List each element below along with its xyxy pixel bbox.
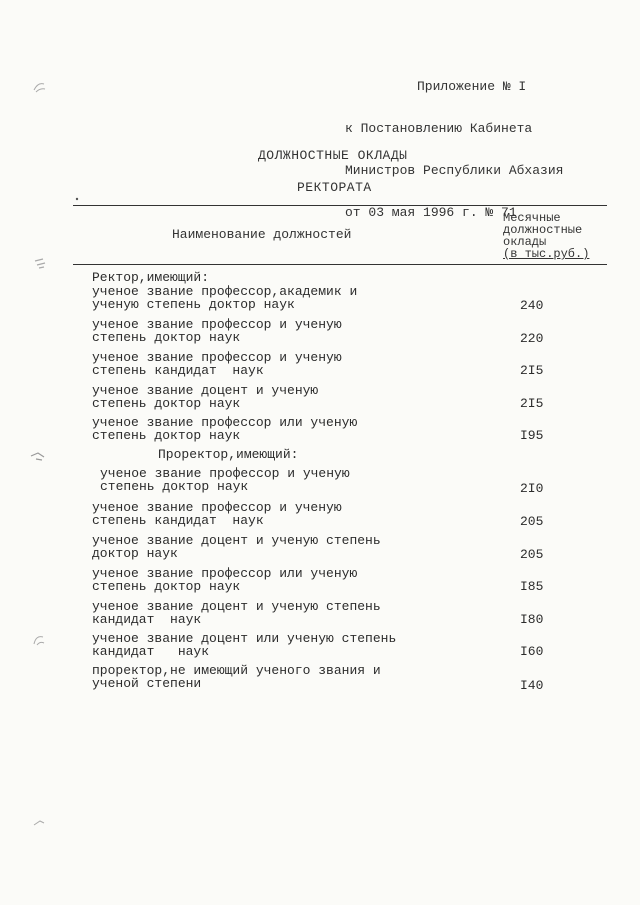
scan-speck xyxy=(74,196,80,202)
table-row-value: 240 xyxy=(520,298,544,313)
scan-speck xyxy=(31,632,47,648)
table-row-text: ученое звание профессор и ученую степень кандидат наук xyxy=(92,500,342,528)
table-row-value: I60 xyxy=(520,644,544,659)
table-row-value: I80 xyxy=(520,612,544,627)
table-top-rule xyxy=(73,205,607,206)
table-row-value: I40 xyxy=(520,678,544,693)
salary-header-line: оклады xyxy=(503,235,547,249)
scan-speck xyxy=(30,448,48,462)
table-row-text: ученое звание профессор,академик и ученую степень доктор наук xyxy=(92,284,358,312)
document-title: ДОЛЖНОСТНЫЕ ОКЛАДЫ xyxy=(258,148,408,163)
section-heading-prorector: Проректор,имеющий: xyxy=(158,447,299,462)
section-heading-rector: Ректор,имеющий: xyxy=(92,270,210,285)
table-row-value: 220 xyxy=(520,331,544,346)
table-row-value: 205 xyxy=(520,547,544,562)
table-row-text: ученое звание профессор и ученую степень кандидат наук xyxy=(92,350,342,378)
table-row-text: ученое звание профессор или ученую степень доктор наук xyxy=(92,415,358,443)
table-row-value: I95 xyxy=(520,428,544,443)
table-row-text: ученое звание доцент и ученую степень кандидат наук xyxy=(92,599,381,627)
column-header-salary xyxy=(503,212,589,260)
appendix-number: Приложение № I xyxy=(417,79,527,94)
table-row-text: ученое звание профессор или ученую степень доктор наук xyxy=(92,566,358,594)
column-header-position: Наименование должностей xyxy=(172,227,352,242)
document-subtitle: РЕКТОРАТА xyxy=(297,180,372,195)
appendix-reference: к Постановлению Кабинета xyxy=(345,121,533,136)
table-row-value: 2I5 xyxy=(520,363,544,378)
salary-header-line: должностные xyxy=(503,223,583,237)
scan-speck xyxy=(33,255,49,271)
table-row-value: 2I5 xyxy=(520,396,544,411)
scan-speck xyxy=(32,815,46,829)
scan-speck xyxy=(32,80,48,94)
table-row-value: 205 xyxy=(520,514,544,529)
table-row-text: проректор,не имеющий ученого звания и ученой степени xyxy=(92,663,381,691)
appendix-date: от 03 мая 1996 г. № 71 xyxy=(345,205,517,220)
table-row-text: ученое звание доцент и ученую степень доктор наук xyxy=(92,533,381,561)
table-row-text: ученое звание доцент и ученую степень доктор наук xyxy=(92,383,319,411)
salary-header-unit: (в тыс.руб.) xyxy=(503,247,590,261)
appendix-issuer: Министров Республики Абхазия xyxy=(345,163,564,178)
table-row-text: ученое звание профессор и ученую степень доктор наук xyxy=(100,466,350,494)
salary-header-line: Месячные xyxy=(503,211,561,225)
table-row-value: I85 xyxy=(520,579,544,594)
table-header-rule xyxy=(73,264,607,265)
table-row-text: ученое звание профессор и ученую степень доктор наук xyxy=(92,317,342,345)
table-row-value: 2I0 xyxy=(520,481,544,496)
table-row-text: ученое звание доцент или ученую степень кандидат наук xyxy=(92,631,397,659)
